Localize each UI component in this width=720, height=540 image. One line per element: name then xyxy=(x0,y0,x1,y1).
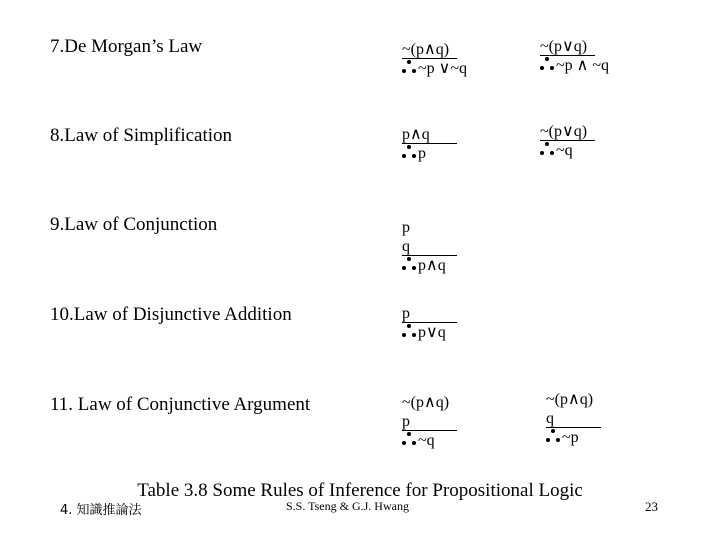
conclusion: p∧q xyxy=(418,257,446,274)
conclusion: p xyxy=(418,145,426,162)
argument-simplification-2 xyxy=(540,122,630,160)
argument-de-morgan-2 xyxy=(540,37,630,75)
therefore-icon xyxy=(402,144,416,163)
premise: ~(p∨q) xyxy=(540,39,595,56)
therefore-icon xyxy=(540,141,554,160)
premise: q xyxy=(402,239,457,256)
therefore-icon xyxy=(402,323,416,342)
argument-de-morgan-1 xyxy=(402,40,492,78)
argument-conjunctive-2 xyxy=(546,390,636,447)
footer-authors: S.S. Tseng & G.J. Hwang xyxy=(286,499,409,513)
conclusion: ~p xyxy=(562,429,579,446)
page-number: 23 xyxy=(645,499,658,514)
therefore-icon xyxy=(540,56,554,75)
law-name-conjunctive-argument: 11. Law of Conjunctive Argument xyxy=(50,394,311,415)
law-name-disjunctive-addition: 10.Law of Disjunctive Addition xyxy=(50,304,292,325)
conclusion: ~q xyxy=(556,142,573,159)
premise: ~(p∧q) xyxy=(402,394,450,411)
therefore-icon xyxy=(402,431,416,450)
premise: p xyxy=(402,219,410,236)
premise: p xyxy=(402,306,457,323)
premise: q xyxy=(546,411,601,428)
law-name-de-morgan: 7.De Morgan’s Law xyxy=(50,36,203,57)
therefore-icon xyxy=(402,59,416,78)
table-caption: Table 3.8 Some Rules of Inference for Propositional Logic xyxy=(137,480,583,501)
conclusion: p∨q xyxy=(418,324,446,341)
conclusion: ~q xyxy=(418,432,435,449)
conclusion: ~p ∨~q xyxy=(418,60,468,77)
therefore-icon xyxy=(402,256,416,275)
therefore-icon xyxy=(546,428,560,447)
premise: ~(p∧q) xyxy=(402,42,457,59)
argument-disjunctive-addition xyxy=(402,304,492,342)
premise: ~(p∧q) xyxy=(546,391,594,408)
argument-simplification-1 xyxy=(402,125,492,163)
law-name-simplification: 8.Law of Simplification xyxy=(50,125,233,146)
premise: p xyxy=(402,414,457,431)
argument-conjunctive-1 xyxy=(402,393,492,450)
premise: p∧q xyxy=(402,127,457,144)
argument-conjunction xyxy=(402,218,492,275)
conclusion: ~p ∧ ~q xyxy=(556,57,610,74)
law-name-conjunction: 9.Law of Conjunction xyxy=(50,214,218,235)
footer-chapter: 4. 知識推論法 xyxy=(60,503,142,518)
premise: ~(p∨q) xyxy=(540,124,595,141)
